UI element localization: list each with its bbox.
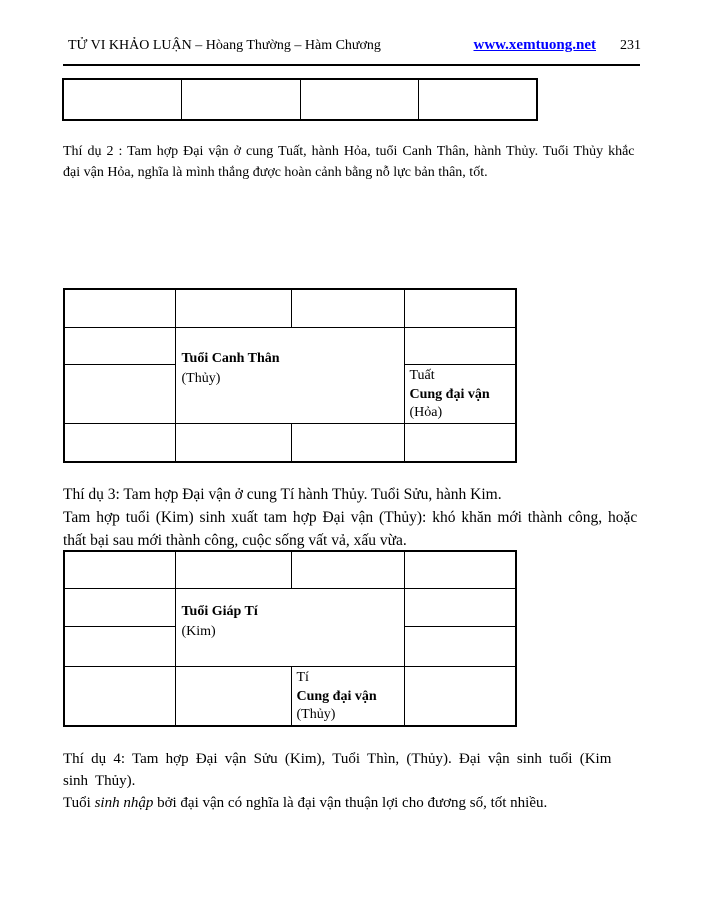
birth-year-element: (Thủy)	[181, 371, 221, 387]
paragraph-line: đại vận Hỏa, nghĩa là mình thắng được hoàn cảnh bằng nỗ lực bản thân, tốt.	[63, 165, 488, 180]
empty-cell	[64, 289, 175, 328]
empty-cell	[291, 289, 404, 328]
empty-row-table	[62, 78, 538, 121]
birth-year-label: Tuổi Giáp Tí	[181, 603, 258, 619]
table-row	[64, 589, 516, 627]
empty-cell	[63, 79, 182, 120]
paragraph-segment: Tuổi	[63, 795, 95, 811]
paragraph-example-3	[63, 483, 643, 552]
paragraph-line: Tam hợp tuổi (Kim) sinh xuất tam hợp Đại vận (Thủy): khó khăn mới thành công, hoặc	[63, 509, 638, 526]
palace-element: (Hỏa)	[409, 405, 443, 420]
paragraph-line: thất bại sau mới thành công, cuộc sống vất vả, xấu vừa.	[63, 532, 407, 549]
empty-cell	[419, 79, 538, 120]
empty-cell	[404, 667, 516, 726]
empty-cell	[404, 423, 516, 462]
empty-cell	[64, 551, 175, 589]
daivan-palace-cell	[404, 365, 516, 424]
table-row	[64, 667, 516, 726]
table-row	[64, 551, 516, 589]
daivan-label: Cung đại vận	[296, 688, 377, 704]
document-title: TỬ VI KHẢO LUẬN – Hòang Thường – Hàm Chương	[68, 38, 381, 53]
header-rule	[63, 64, 640, 66]
empty-cell	[64, 589, 175, 627]
palace-element: (Thủy)	[296, 707, 336, 722]
empty-cell	[404, 589, 516, 627]
empty-cell	[291, 423, 404, 462]
palace-grid-example-3	[63, 550, 517, 727]
empty-cell	[64, 328, 175, 365]
daivan-label: Cung đại vận	[409, 386, 490, 402]
page-header	[63, 37, 641, 54]
table-row	[64, 423, 516, 462]
empty-cell	[64, 423, 175, 462]
paragraph-example-4	[63, 748, 643, 814]
empty-cell	[404, 289, 516, 328]
empty-cell	[175, 289, 291, 328]
empty-cell	[175, 423, 291, 462]
daivan-palace-cell	[291, 667, 404, 726]
birth-year-element: (Kim)	[181, 623, 216, 639]
empty-cell	[404, 328, 516, 365]
empty-cell	[404, 551, 516, 589]
table-row	[64, 289, 516, 328]
birth-year-cell	[175, 589, 404, 667]
birth-year-cell	[175, 328, 404, 424]
table-row	[64, 328, 516, 365]
paragraph-example-2	[63, 141, 643, 183]
empty-cell	[64, 627, 175, 667]
palace-grid-example-2	[63, 288, 517, 463]
empty-cell	[300, 79, 419, 120]
empty-cell	[182, 79, 301, 120]
page-number: 231	[620, 38, 641, 53]
empty-cell	[404, 627, 516, 667]
empty-cell	[175, 667, 291, 726]
website-link[interactable]: www.xemtuong.net	[473, 37, 596, 53]
empty-cell	[64, 667, 175, 726]
paragraph-line: Thí dụ 2 : Tam hợp Đại vận ở cung Tuất, hành Hỏa, tuổi Canh Thân, hành Thủy. Tuổi Thủy khắc	[63, 144, 635, 159]
paragraph-line: Thí dụ 4: Tam hợp Đại vận Sửu (Kim), Tuổi Thìn, (Thủy). Đại vận sinh tuổi (Kim sinh Thủy).	[63, 751, 612, 789]
table-row	[63, 79, 537, 120]
empty-cell	[64, 365, 175, 424]
palace-name: Tí	[296, 670, 309, 685]
paragraph-line: Thí dụ 3: Tam hợp Đại vận ở cung Tí hành Thủy. Tuổi Sửu, hành Kim.	[63, 486, 502, 503]
birth-year-label: Tuổi Canh Thân	[181, 351, 280, 367]
palace-name: Tuất	[409, 368, 435, 383]
italic-term: sinh nhập	[94, 795, 154, 811]
empty-cell	[291, 551, 404, 589]
paragraph-segment: bởi đại vận có nghĩa là đại vận thuận lợi cho đương số, tốt nhiều.	[153, 795, 548, 811]
empty-cell	[175, 551, 291, 589]
